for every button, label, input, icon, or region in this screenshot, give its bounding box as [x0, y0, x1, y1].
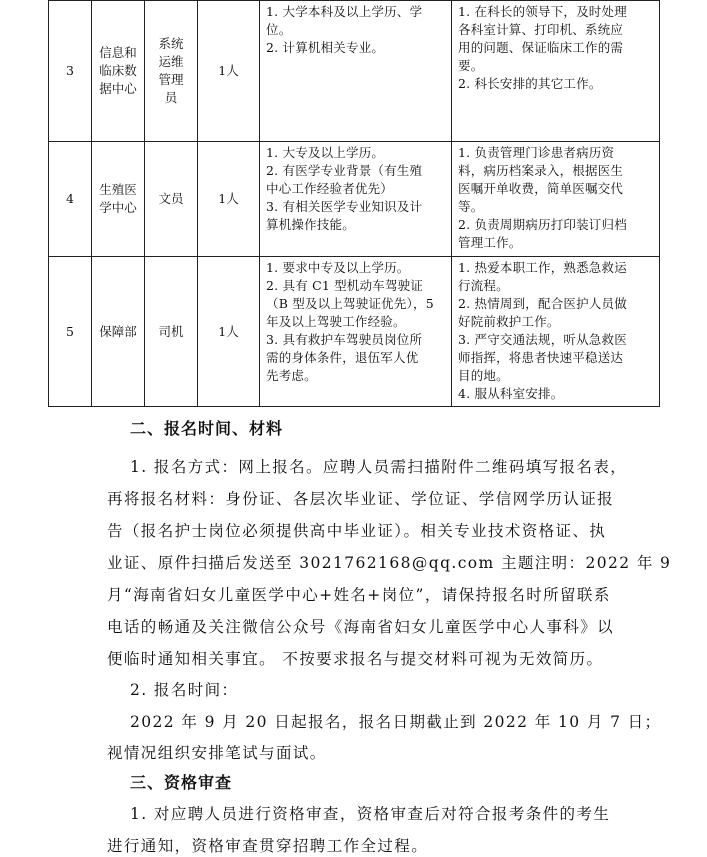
position-cell: [145, 1, 198, 142]
department-cell: [92, 1, 145, 142]
paragraph-line: 1. 对应聘人员进行资格审查，资格审查后对符合报考条件的考生: [130, 805, 611, 823]
table-row: [49, 142, 660, 257]
paragraph-line: 再将报名材料：身份证、各层次毕业证、学位证、学信网学历认证报: [107, 490, 615, 508]
duty-line: 料，病历档案录入，根据医生: [458, 163, 624, 178]
paragraph-line: 电话的畅通及关注微信公众号《海南省妇女儿童医学中心人事科》以: [107, 618, 615, 636]
duty-line: 用的问题、保证临床工作的需: [458, 40, 624, 55]
paragraph-line: 业证、原件扫描后发送至 3021762168@qq.com 主题注明：2022 年 9: [107, 554, 672, 572]
department-line: 据中心: [99, 81, 137, 96]
duty-line: 3. 严守交通法规，听从急救医: [458, 332, 627, 347]
row-number: 4: [49, 142, 92, 257]
headcount-cell: 1人: [198, 1, 260, 142]
position-line: 管理: [158, 72, 184, 87]
duty-line: 4. 服从科室安排。: [458, 386, 564, 401]
position-cell: [145, 257, 198, 407]
duty-line: 2. 科长安排的其它工作。: [458, 76, 602, 91]
duty-line: 医嘱开单收费，简单医嘱交代: [458, 181, 624, 196]
job-table: [48, 0, 660, 407]
position-line: 文员: [158, 191, 184, 206]
department-line: 生殖医: [99, 182, 137, 197]
duties-cell: [452, 257, 660, 407]
requirement-line: 需的身体条件，退伍军人优: [266, 350, 419, 365]
department-line: 学中心: [99, 200, 137, 215]
table-row: [49, 1, 660, 142]
requirement-line: 1. 要求中专及以上学历。: [266, 260, 410, 275]
requirement-line: 3. 具有救护车驾驶员岗位所: [266, 332, 423, 347]
row-number: 5: [49, 257, 92, 407]
requirements-cell: [260, 257, 452, 407]
requirement-line: 2. 具有 C1 型机动车驾驶证: [266, 278, 424, 293]
position-line: 运维: [158, 54, 184, 69]
requirement-line: 1. 大专及以上学历。: [266, 145, 385, 160]
duty-line: 目的地。: [458, 368, 509, 383]
requirement-line: 1. 大学本科及以上学历、学: [266, 4, 423, 19]
duty-line: 2. 热情周到，配合医护人员做: [458, 296, 627, 311]
section-heading-registration: 二、报名时间、材料: [130, 419, 284, 438]
table-row: [49, 257, 660, 407]
paragraph-line: 便临时通知相关事宜。 不按要求报名与提交材料可视为无效简历。: [107, 650, 604, 668]
paragraph-line: 进行通知，资格审查贯穿招聘工作全过程。: [107, 837, 429, 855]
duty-line: 行流程。: [458, 278, 509, 293]
requirements-cell: [260, 142, 452, 257]
department-cell: [92, 257, 145, 407]
paragraph-line: 1. 报名方式：网上报名。应聘人员需扫描附件二维码填写报名表，: [130, 458, 628, 476]
requirement-line: 中心工作经验者优先）: [266, 181, 394, 196]
requirement-line: 年及以上驾驶工作经验。: [266, 314, 406, 329]
requirement-line: 位。: [266, 22, 292, 37]
headcount-cell: 1人: [198, 142, 260, 257]
requirements-cell: [260, 1, 452, 142]
row-number: 3: [49, 1, 92, 142]
position-cell: [145, 142, 198, 257]
duty-line: 1. 在科长的领导下，及时处理: [458, 4, 627, 19]
duties-cell: [452, 1, 660, 142]
duty-line: 师指挥，将患者快速平稳送达: [458, 350, 624, 365]
position-line: 系统: [158, 36, 184, 51]
position-line: 员: [164, 90, 178, 105]
department-cell: [92, 142, 145, 257]
department-line: 临床数: [99, 63, 137, 78]
requirement-line: 3. 有相关医学专业知识及计: [266, 199, 423, 214]
requirement-line: 2. 计算机相关专业。: [266, 40, 385, 55]
department-line: 信息和: [99, 45, 137, 60]
duty-line: 2. 负责周期病历打印装订归档: [458, 217, 627, 232]
paragraph-line: 月“海南省妇女儿童医学中心+姓名+岗位”，请保持报名时所留联系: [107, 586, 611, 604]
paragraph-line: 告（报名护士岗位必须提供高中毕业证）。相关专业技术资格证、执: [107, 522, 607, 540]
duty-line: 等。: [458, 199, 484, 214]
position-line: 司机: [158, 323, 184, 339]
requirement-line: 算机操作技能。: [266, 217, 355, 232]
requirement-line: （B 型及以上驾驶证优先），5: [266, 296, 434, 311]
requirement-line: 先考虑。: [266, 368, 317, 383]
headcount-cell: 1人: [198, 257, 260, 407]
registration-time-label: 2. 报名时间：: [130, 681, 239, 699]
duty-line: 1. 负责管理门诊患者病历资: [458, 145, 615, 160]
duty-line: 要。: [458, 58, 484, 73]
paragraph-line: 2022 年 9 月 20 日起报名，报名日期截止到 2022 年 10 月 7 日；: [130, 713, 662, 731]
duties-cell: [452, 142, 660, 257]
duty-line: 各科室计算、打印机、系统应: [458, 22, 624, 37]
duty-line: 1. 热爱本职工作，熟悉急救运: [458, 260, 627, 275]
paragraph-line: 视情况组织安排笔试与面试。: [107, 744, 327, 762]
duty-line: 管理工作。: [458, 235, 522, 250]
department-line: 保障部: [99, 323, 137, 339]
requirement-line: 2. 有医学专业背景（有生殖: [266, 163, 423, 178]
duty-line: 好院前救护工作。: [458, 314, 560, 329]
section-heading-qualification: 三、资格审查: [130, 773, 233, 792]
